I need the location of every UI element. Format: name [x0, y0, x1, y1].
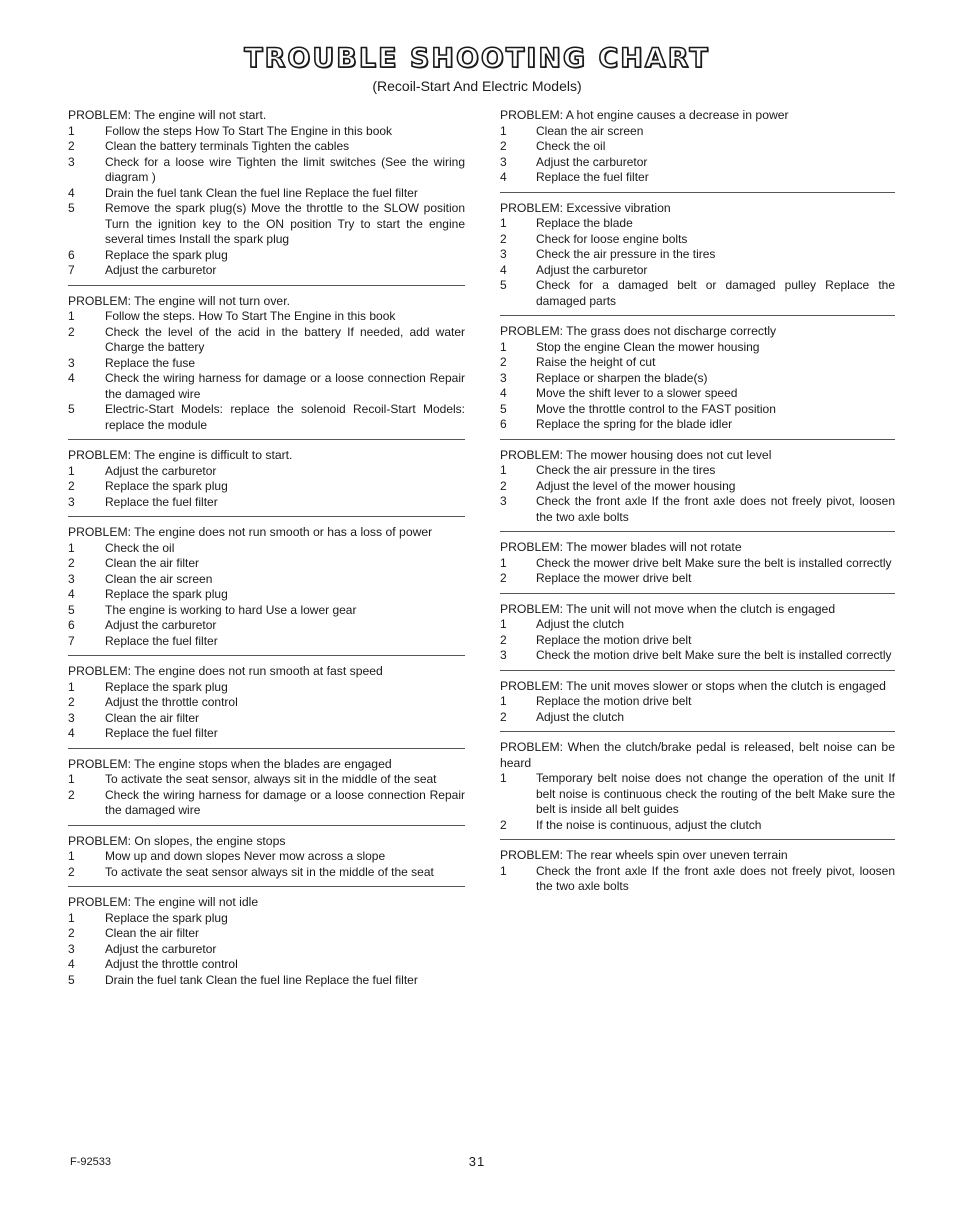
step-number: 1: [68, 910, 75, 925]
step-text: Adjust the carburetor: [105, 463, 217, 478]
step-number: 2: [500, 709, 507, 724]
step-text: If the noise is continuous, adjust the clutch: [536, 817, 762, 832]
step-text: Replace the fuel filter: [105, 633, 218, 648]
step-number: 4: [500, 170, 507, 184]
solution-step: [68, 402, 465, 433]
step-text: Replace the fuse: [105, 355, 196, 370]
page-subtitle: (Recoil-Start And Electric Models): [372, 78, 582, 94]
step-number: 1: [500, 123, 507, 138]
step-text: Clean the air screen: [105, 571, 213, 586]
solution-step: [68, 556, 465, 572]
step-number: 4: [68, 587, 75, 601]
solution-step: [500, 771, 895, 818]
step-text: Replace the fuel filter: [105, 494, 218, 509]
solution-step: [500, 694, 895, 710]
step-number: 3: [68, 154, 75, 169]
step-number: 3: [68, 494, 75, 509]
solution-step: [68, 603, 465, 619]
solution-step: [500, 139, 895, 155]
problem-block: [500, 108, 895, 193]
problem-title: PROBLEM: The engine is difficult to start.: [68, 448, 293, 462]
step-text: Move the throttle control to the FAST position: [536, 401, 776, 416]
solution-step: [500, 247, 895, 263]
problem-title: PROBLEM: The mower housing does not cut level: [500, 447, 772, 462]
step-text: Stop the engine Clean the mower housing: [536, 339, 760, 354]
step-text: Clean the battery terminals Tighten the cables: [105, 139, 350, 153]
step-number: 1: [500, 463, 507, 477]
solution-step: [500, 556, 895, 572]
solution-step: [500, 648, 895, 664]
step-text: Clean the air screen: [536, 123, 644, 138]
step-number: 4: [68, 371, 75, 385]
solution-step: [68, 865, 465, 881]
solution-step: [500, 371, 895, 387]
step-number: 1: [500, 617, 507, 631]
solution-step: [68, 911, 465, 927]
step-number: 7: [68, 263, 75, 277]
solution-step: [500, 278, 895, 309]
step-text: Remove the spark plug(s) Move the throttle to the SLOW position Turn the ignition key to the ON position Try to start the engine several times Install the spark plug: [105, 201, 465, 246]
solution-step: [68, 926, 465, 942]
step-number: 5: [68, 602, 75, 617]
step-text: Follow the steps. How To Start The Engine in this book: [105, 309, 396, 323]
step-text: Drain the fuel tank Clean the fuel line Replace the fuel filter: [105, 185, 418, 200]
step-text: Check the oil: [536, 139, 606, 153]
problem-block: [68, 294, 465, 441]
solution-step: [68, 356, 465, 372]
step-number: 1: [500, 216, 507, 230]
step-text: Mow up and down slopes Never mow across a slope: [105, 849, 386, 863]
problem-block: [68, 525, 465, 656]
step-text: Replace the spark plug: [105, 910, 228, 925]
step-text: Move the shift lever to a slower speed: [536, 386, 738, 400]
step-number: 6: [68, 247, 75, 262]
solution-step: [500, 232, 895, 248]
right-column: [500, 108, 895, 907]
step-number: 1: [68, 309, 75, 323]
problem-title: PROBLEM: The engine will not idle: [68, 895, 259, 909]
solution-step: [68, 186, 465, 202]
step-number: 5: [68, 201, 75, 215]
solution-step: [500, 417, 895, 433]
step-text: To activate the seat sensor, always sit in the middle of the seat: [105, 772, 437, 786]
step-number: 6: [68, 618, 75, 632]
solution-step: [68, 248, 465, 264]
step-number: 2: [68, 139, 75, 153]
problem-title: PROBLEM: On slopes, the engine stops: [68, 833, 286, 848]
step-number: 4: [68, 185, 75, 200]
solution-step: [68, 464, 465, 480]
step-number: 2: [500, 231, 507, 246]
problem-title: PROBLEM: The engine will not start.: [68, 108, 267, 122]
step-text: The engine is working to hard Use a lower gear: [105, 602, 357, 617]
step-text: Adjust the carburetor: [105, 618, 217, 632]
problem-block: [68, 448, 465, 517]
problem-block: [500, 448, 895, 533]
solution-step: [68, 309, 465, 325]
step-number: 2: [500, 139, 507, 153]
step-text: Adjust the level of the mower housing: [536, 478, 736, 493]
step-text: Replace the motion drive belt: [536, 694, 692, 708]
solution-step: [500, 216, 895, 232]
step-text: Clean the air filter: [105, 710, 200, 725]
solution-step: [68, 155, 465, 186]
step-text: Adjust the carburetor: [105, 941, 217, 956]
solution-step: [68, 711, 465, 727]
solution-step: [500, 617, 895, 633]
solution-step: [500, 124, 895, 140]
step-text: Drain the fuel tank Clean the fuel line Replace the fuel filter: [105, 972, 418, 987]
step-text: Adjust the carburetor: [105, 263, 217, 277]
solution-step: [68, 618, 465, 634]
step-text: Replace the fuel filter: [105, 726, 218, 740]
step-number: 3: [500, 370, 507, 385]
step-number: 5: [500, 401, 507, 416]
step-text: Adjust the carburetor: [536, 262, 648, 277]
step-text: Follow the steps How To Start The Engine in this book: [105, 123, 393, 138]
step-text: Check the mower drive belt Make sure the belt is installed correctly: [536, 555, 892, 570]
solution-step: [500, 355, 895, 371]
step-text: Replace or sharpen the blade(s): [536, 370, 708, 385]
step-text: Check for loose engine bolts: [536, 231, 688, 246]
step-number: 3: [68, 355, 75, 370]
solution-step: [68, 371, 465, 402]
problem-block: [68, 834, 465, 888]
step-text: Replace the blade: [536, 216, 633, 230]
solution-step: [68, 942, 465, 958]
step-text: Electric-Start Models: replace the solenoid Recoil-Start Models: replace the module: [105, 402, 465, 432]
solution-step: [500, 386, 895, 402]
step-number: 2: [68, 556, 75, 570]
solution-step: [68, 263, 465, 279]
page-title: TROUBLE SHOOTING CHART: [244, 43, 710, 74]
step-text: Check the air pressure in the tires: [536, 247, 716, 261]
solution-step: [500, 571, 895, 587]
solution-step: [500, 710, 895, 726]
step-text: Replace the spark plug: [105, 479, 228, 493]
solution-step: [68, 849, 465, 865]
problem-title: PROBLEM: The engine stops when the blades are engaged: [68, 756, 392, 771]
problem-title: PROBLEM: The engine does not run smooth at fast speed: [68, 664, 383, 678]
step-text: Replace the spring for the blade idler: [536, 417, 733, 431]
solution-step: [68, 695, 465, 711]
step-number: 1: [500, 771, 507, 785]
solution-step: [68, 139, 465, 155]
step-text: Check the front axle If the front axle does not freely pivot, loosen the two axle bolts: [536, 863, 895, 893]
solution-step: [68, 541, 465, 557]
step-text: Replace the mower drive belt: [536, 571, 692, 585]
solution-step: [68, 201, 465, 248]
step-number: 1: [500, 555, 507, 570]
step-text: Clean the air filter: [105, 926, 200, 940]
problem-block: [68, 664, 465, 749]
step-number: 2: [68, 695, 75, 709]
step-number: 2: [500, 817, 507, 832]
step-text: Check for a damaged belt or damaged pulley Replace the damaged parts: [536, 278, 895, 308]
solution-step: [500, 479, 895, 495]
solution-step: [68, 495, 465, 511]
solution-step: [500, 633, 895, 649]
problem-block: [500, 740, 895, 840]
step-number: 1: [68, 123, 75, 138]
problem-block: [68, 895, 465, 988]
step-number: 1: [68, 540, 75, 555]
step-text: Adjust the throttle control: [105, 695, 238, 709]
step-number: 2: [68, 479, 75, 493]
step-text: Check the level of the acid in the battery If needed, add water Charge the battery: [105, 324, 465, 354]
solution-step: [500, 170, 895, 186]
problem-block: [68, 757, 465, 826]
step-number: 1: [68, 679, 75, 694]
solution-step: [68, 124, 465, 140]
problem-title: PROBLEM: The engine does not run smooth or has a loss of power: [68, 525, 433, 539]
left-column: [68, 108, 465, 1000]
solution-step: [68, 479, 465, 495]
step-text: Check the wiring harness for damage or a loose connection Repair the damaged wire: [105, 787, 465, 817]
solution-step: [500, 155, 895, 171]
document-code: F-92533: [70, 1156, 111, 1168]
step-text: Adjust the clutch: [536, 709, 625, 724]
step-number: 3: [68, 941, 75, 956]
problem-title: PROBLEM: The unit will not move when the clutch is engaged: [500, 601, 836, 616]
step-number: 4: [500, 262, 507, 277]
step-number: 1: [500, 694, 507, 708]
step-text: Check the wiring harness for damage or a loose connection Repair the damaged wire: [105, 371, 465, 401]
step-number: 7: [68, 633, 75, 648]
step-text: Raise the height of cut: [536, 355, 656, 369]
problem-title: PROBLEM: A hot engine causes a decrease in power: [500, 108, 789, 122]
step-text: To activate the seat sensor always sit in the middle of the seat: [105, 864, 434, 879]
step-text: Adjust the carburetor: [536, 154, 648, 169]
step-number: 3: [68, 710, 75, 725]
step-number: 3: [500, 154, 507, 169]
step-text: Check the air pressure in the tires: [536, 463, 716, 477]
step-text: Check for a loose wire Tighten the limit switches (See the wiring diagram ): [105, 154, 465, 184]
solution-step: [500, 864, 895, 895]
problem-block: [500, 201, 895, 317]
problem-title: PROBLEM: The engine will not turn over.: [68, 293, 290, 308]
step-number: 3: [500, 494, 507, 508]
step-number: 2: [68, 324, 75, 339]
solution-step: [68, 772, 465, 788]
solution-step: [68, 680, 465, 696]
step-text: Adjust the throttle control: [105, 957, 238, 971]
solution-step: [68, 973, 465, 989]
step-number: 2: [500, 632, 507, 647]
step-number: 5: [68, 402, 75, 416]
solution-step: [500, 494, 895, 525]
solution-step: [68, 572, 465, 588]
step-text: Check the motion drive belt Make sure the belt is installed correctly: [536, 648, 892, 662]
problem-block: [500, 324, 895, 440]
step-number: 2: [68, 864, 75, 879]
problem-block: [68, 108, 465, 286]
problem-title: PROBLEM: The rear wheels spin over uneven terrain: [500, 848, 788, 862]
step-text: Replace the fuel filter: [536, 170, 649, 184]
step-number: 4: [68, 726, 75, 740]
step-text: Replace the spark plug: [105, 247, 228, 262]
step-text: Replace the motion drive belt: [536, 632, 692, 647]
solution-step: [68, 587, 465, 603]
problem-block: [500, 540, 895, 594]
step-text: Replace the spark plug: [105, 679, 228, 694]
step-number: 1: [500, 863, 507, 878]
problem-block: [500, 848, 895, 895]
step-number: 3: [500, 648, 507, 662]
problem-title: PROBLEM: The mower blades will not rotate: [500, 540, 742, 554]
step-number: 2: [500, 478, 507, 493]
problem-title: PROBLEM: The unit moves slower or stops when the clutch is engaged: [500, 678, 886, 693]
solution-step: [500, 340, 895, 356]
solution-step: [68, 726, 465, 742]
step-number: 2: [500, 355, 507, 369]
step-number: 3: [68, 571, 75, 586]
problem-title: PROBLEM: The grass does not discharge correctly: [500, 324, 777, 338]
step-number: 2: [68, 926, 75, 940]
step-text: Check the oil: [105, 540, 175, 555]
step-number: 6: [500, 417, 507, 431]
step-number: 1: [68, 849, 75, 863]
step-number: 1: [68, 772, 75, 786]
problem-title: PROBLEM: When the clutch/brake pedal is released, belt noise can be heard: [500, 740, 895, 770]
step-number: 4: [500, 386, 507, 400]
step-number: 4: [68, 957, 75, 971]
step-number: 3: [500, 247, 507, 261]
solution-step: [68, 957, 465, 973]
solution-step: [500, 402, 895, 418]
step-number: 5: [68, 972, 75, 987]
step-text: Clean the air filter: [105, 556, 200, 570]
step-text: Temporary belt noise does not change the operation of the unit If belt noise is continuous check the routing of the belt Make sure the belt is inside all belt guides: [536, 771, 895, 816]
problem-block: [500, 679, 895, 733]
step-number: 1: [68, 463, 75, 478]
solution-step: [68, 634, 465, 650]
page-number: 31: [468, 1154, 486, 1169]
solution-step: [68, 325, 465, 356]
problem-title: PROBLEM: Excessive vibration: [500, 200, 671, 215]
solution-step: [500, 263, 895, 279]
step-number: 1: [500, 339, 507, 354]
step-text: Check the front axle If the front axle does not freely pivot, loosen the two axle bolts: [536, 494, 895, 524]
step-text: Replace the spark plug: [105, 587, 228, 601]
step-number: 2: [68, 787, 75, 802]
problem-block: [500, 602, 895, 671]
step-number: 2: [500, 571, 507, 585]
solution-step: [500, 818, 895, 834]
solution-step: [68, 788, 465, 819]
step-text: Adjust the clutch: [536, 617, 625, 631]
solution-step: [500, 463, 895, 479]
step-number: 5: [500, 278, 507, 292]
